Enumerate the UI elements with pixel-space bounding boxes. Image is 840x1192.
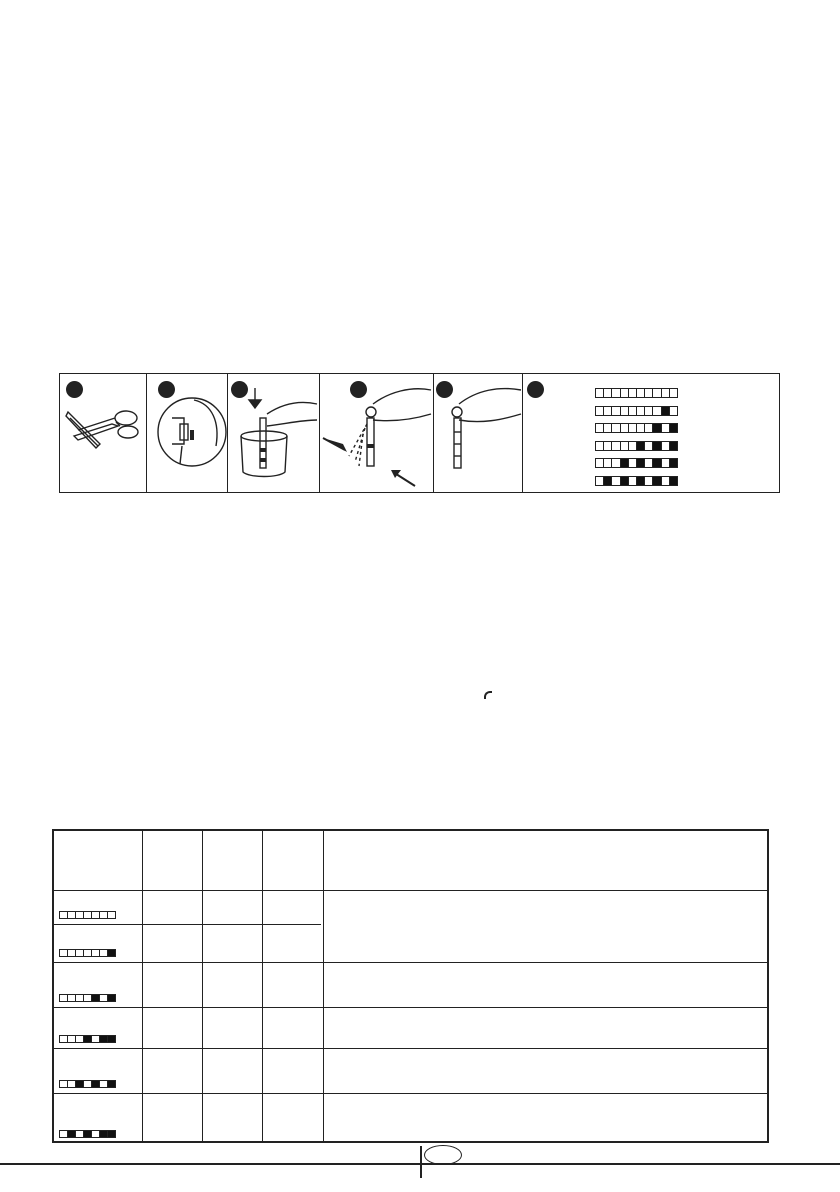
step-panel-2 [146, 374, 228, 492]
shaking-strip-icon [319, 374, 433, 492]
scissors-cutting-strip-icon [60, 374, 146, 492]
scale-strip-row [595, 458, 677, 468]
hardness-strip-icon [59, 1130, 115, 1138]
strip-cell-dark [107, 1035, 116, 1043]
table-row [54, 1007, 767, 1048]
tap-icon [484, 691, 492, 699]
strip-cell-dark [107, 1130, 116, 1138]
bottom-rule [0, 1163, 840, 1165]
scale-cell-light [669, 406, 678, 416]
water-hardness-table [52, 829, 769, 1143]
tap-with-strip-icon [146, 374, 227, 492]
step-number-badge [527, 381, 544, 398]
strip-cell-light [107, 911, 116, 919]
footer-divider [420, 1146, 422, 1178]
scale-cell-light [669, 388, 678, 398]
scale-strip-row [595, 406, 677, 416]
step-illustration-strip [59, 373, 780, 493]
step-panel-6 [522, 374, 779, 492]
scale-cell-dark [669, 476, 678, 486]
hardness-strip-icon [59, 911, 115, 919]
scale-strip-row [595, 441, 677, 451]
hardness-strip-icon [59, 994, 115, 1002]
strip-cell-dark [107, 949, 116, 957]
scale-strip-row [595, 423, 677, 433]
table-row [54, 1048, 767, 1093]
step-panel-5 [433, 374, 523, 492]
table-row [54, 924, 321, 962]
scale-strip-row [595, 476, 677, 486]
strip-dipped-in-cup-icon [227, 374, 319, 492]
step-panel-3 [227, 374, 320, 492]
table-row [54, 962, 767, 1007]
table-row [54, 890, 767, 924]
page-number-oval [424, 1145, 462, 1165]
scale-cell-dark [669, 458, 678, 468]
strip-cell-dark [107, 1080, 116, 1088]
hardness-strip-icon [59, 1035, 115, 1043]
strip-cell-dark [107, 994, 116, 1002]
hardness-strip-icon [59, 949, 115, 957]
holding-strip-icon [433, 374, 522, 492]
step-panel-4 [319, 374, 434, 492]
step-panel-1 [60, 374, 147, 492]
table-row [54, 1093, 767, 1143]
scale-cell-dark [669, 441, 678, 451]
scale-strip-row [595, 388, 677, 398]
scale-cell-dark [669, 423, 678, 433]
hardness-strip-icon [59, 1080, 115, 1088]
